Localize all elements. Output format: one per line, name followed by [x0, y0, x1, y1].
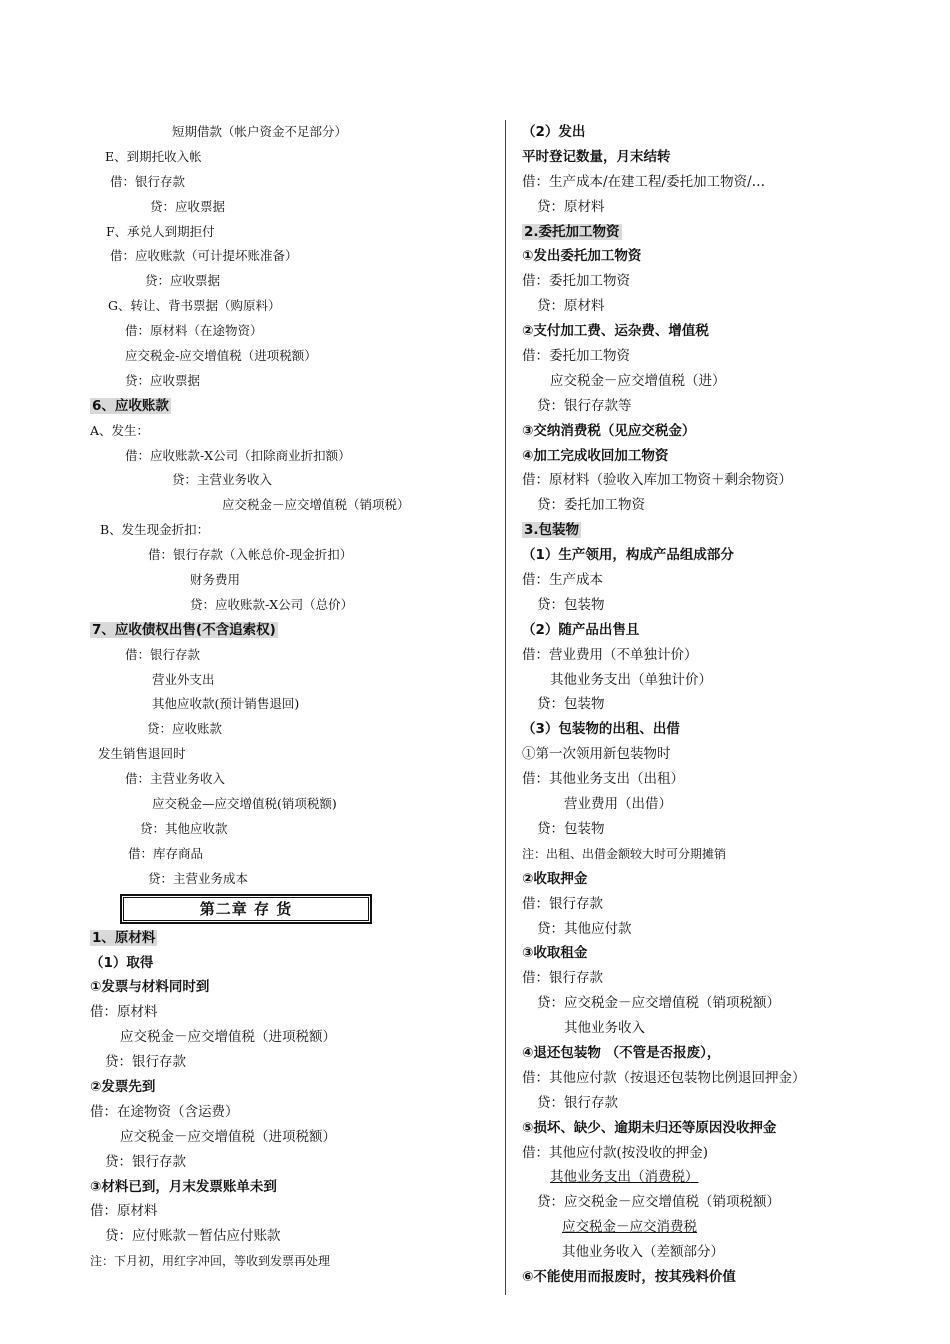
line-text: 3.包装物 — [524, 522, 580, 539]
entry-line — [522, 369, 922, 394]
section-heading — [90, 618, 500, 643]
entry-line — [522, 1016, 922, 1041]
line-text: A、发生： — [90, 422, 150, 438]
line-text: 借：原材料（在途物资） — [125, 323, 263, 339]
note-line — [522, 842, 922, 867]
line-text: ③交纳消费税（见应交税金） — [522, 422, 696, 439]
line-text: 贷：应收票据 — [145, 273, 221, 289]
section-heading — [522, 1265, 922, 1290]
line-text: 应交税金—应交增值税(销项税额) — [152, 796, 337, 812]
section-heading — [522, 220, 922, 245]
entry-line — [522, 269, 922, 294]
entry-line — [522, 170, 922, 195]
line-text: 借：其他业务支出（出租） — [522, 771, 684, 788]
line-text: 贷：应收账款-X公司（总价） — [190, 596, 354, 612]
entry-line — [90, 1100, 500, 1125]
line-text: 贷：银行存款 — [105, 1153, 186, 1170]
entry-line — [90, 593, 500, 618]
line-text: 借：银行存款 — [522, 895, 603, 912]
section-heading — [522, 145, 922, 170]
line-text: ①发票与材料同时到 — [90, 979, 210, 996]
section-heading — [90, 951, 500, 976]
line-text: 6、应收账款 — [92, 397, 169, 414]
entry-line — [90, 668, 500, 693]
line-text: 贷：应交税金－应交增值税（销项税额） — [537, 1194, 780, 1211]
line-text: 借：应收账款-X公司（扣除商业折扣额） — [125, 447, 351, 463]
line-text: 贷：银行存款等 — [537, 397, 632, 414]
entry-line — [90, 369, 500, 394]
entry-line — [522, 792, 922, 817]
line-text: 注：出租、出借金额较大时可分期摊销 — [522, 846, 727, 861]
line-text: 应交税金－应交增值税（进项税额） — [120, 1029, 336, 1046]
line-text: 财务费用 — [190, 572, 241, 588]
line-text: 营业外支出 — [152, 671, 215, 687]
line-text: 借：其他应付款（按退还包装物比例退回押金） — [522, 1069, 806, 1086]
entry-line — [522, 1141, 922, 1166]
line-text: 贷：包装物 — [537, 596, 605, 613]
entry-line — [90, 692, 500, 717]
chapter-title: 第二章 存 货 — [199, 899, 293, 918]
entry-line — [90, 1050, 500, 1075]
line-text: 其他业务支出（消费税） — [550, 1169, 699, 1186]
line-text: （2）随产品出售且 — [522, 621, 640, 638]
line-text: ②收取押金 — [522, 870, 588, 887]
entry-line — [522, 1066, 922, 1091]
line-text: 营业费用（出借） — [564, 796, 672, 813]
line-text: 借：在途物资（含运费） — [90, 1103, 239, 1120]
entry-line — [522, 692, 922, 717]
line-text: 贷：应交税金－应交增值税（销项税额） — [537, 995, 780, 1012]
line-text: 贷：主营业务成本 — [148, 870, 249, 886]
entry-line — [522, 344, 922, 369]
entry-line — [522, 1240, 922, 1265]
entry-line — [522, 966, 922, 991]
line-text: 其他业务收入（差额部分） — [562, 1244, 724, 1261]
entry-line — [90, 1125, 500, 1150]
line-text: 应交税金－应交增值税（销项税） — [222, 497, 410, 513]
entry-line — [90, 1150, 500, 1175]
entry-line — [522, 1190, 922, 1215]
entry-line — [90, 1000, 500, 1025]
line-text: 贷：应收票据 — [125, 372, 201, 388]
entry-line — [90, 145, 500, 170]
line-text: （2）发出 — [522, 124, 586, 140]
line-text: 借：原材料 — [90, 1203, 158, 1220]
entry-line — [90, 444, 500, 469]
section-heading — [522, 717, 922, 742]
line-text: 其他应收款(预计销售退回) — [152, 696, 300, 712]
section-heading — [522, 319, 922, 344]
line-text: ③收取租金 — [522, 945, 588, 962]
line-text: 借：委托加工物资 — [522, 348, 630, 365]
entry-line — [90, 867, 500, 892]
line-text: 7、应收债权出售(不含追索权) — [92, 621, 276, 638]
entry-line — [522, 493, 922, 518]
entry-line — [90, 220, 500, 245]
entry-line — [522, 568, 922, 593]
entry-line — [90, 170, 500, 195]
line-text: 其他业务支出（单独计价） — [550, 671, 712, 688]
entry-line — [90, 817, 500, 842]
entry-line — [90, 792, 500, 817]
section-heading — [522, 244, 922, 269]
line-text: 借：生产成本 — [522, 572, 603, 589]
line-text: 2.委托加工物资 — [524, 223, 620, 240]
section-heading — [90, 926, 500, 951]
entry-line — [90, 493, 500, 518]
entry-line — [90, 269, 500, 294]
section-heading — [522, 444, 922, 469]
entry-line — [90, 468, 500, 493]
line-text: 借：库存商品 — [128, 845, 204, 861]
line-text: 应交税金-应交增值税（进项税额） — [125, 348, 317, 364]
line-text: 发生销售退回时 — [98, 746, 186, 762]
entry-line — [90, 319, 500, 344]
entry-line — [522, 195, 922, 220]
line-text: ①发出委托加工物资 — [522, 248, 642, 265]
entry-line — [522, 817, 922, 842]
line-text: ④退还包装物 （不管是否报废）， — [522, 1044, 721, 1061]
line-text: 借：银行存款 — [125, 646, 201, 662]
line-text: 其他业务收入 — [564, 1020, 645, 1037]
entry-line — [90, 244, 500, 269]
line-text: 贷：银行存款 — [537, 1094, 618, 1111]
line-text: 借：生产成本/在建工程/委托加工物资/… — [522, 173, 766, 190]
line-text: G、转让、背书票据（购原料） — [108, 298, 281, 314]
entry-line — [522, 294, 922, 319]
entry-line — [522, 767, 922, 792]
line-text: 借：银行存款（入帐总价-现金折扣） — [148, 547, 353, 563]
entry-line — [90, 195, 500, 220]
entry-line — [522, 593, 922, 618]
line-text: （3）包装物的出租、出借 — [522, 721, 680, 738]
line-text: 借：营业费用（不单独计价） — [522, 646, 698, 663]
line-text: ②支付加工费、运杂费、增值税 — [522, 323, 709, 340]
section-heading — [90, 1075, 500, 1100]
line-text: 借：应收账款（可计提坏账准备） — [110, 248, 298, 264]
entry-line — [522, 917, 922, 942]
line-text: 应交税金－应交增值税（进） — [550, 372, 726, 389]
entry-line — [90, 568, 500, 593]
line-text: 平时登记数量，月末结转 — [522, 148, 671, 165]
line-text: 贷：包装物 — [537, 696, 605, 713]
section-heading — [522, 518, 922, 543]
line-text: E、到期托收入帐 — [105, 148, 202, 164]
entry-line — [90, 1025, 500, 1050]
line-text: 注：下月初，用红字冲回，等收到发票再处理 — [90, 1254, 331, 1269]
section-heading — [522, 419, 922, 444]
entry-line — [522, 394, 922, 419]
line-text: 应交税金－应交增值税（进项税额） — [120, 1128, 336, 1145]
entry-line — [90, 518, 500, 543]
line-text: 应交税金－应交消费税 — [562, 1219, 697, 1236]
line-text: 贷：委托加工物资 — [537, 497, 645, 514]
line-text: ③材料已到，月末发票账单未到 — [90, 1178, 277, 1195]
entry-line — [522, 742, 922, 767]
note-line — [90, 1249, 500, 1274]
section-heading — [90, 394, 500, 419]
section-heading — [522, 618, 922, 643]
line-text: （1）生产领用，构成产品组成部分 — [522, 547, 734, 564]
column-divider — [505, 120, 506, 1295]
entry-line — [90, 1199, 500, 1224]
line-text: ④加工完成收回加工物资 — [522, 447, 669, 464]
line-text: ⑤损坏、缺少、逾期未归还等原因没收押金 — [522, 1119, 777, 1136]
entry-line — [90, 767, 500, 792]
section-heading — [522, 543, 922, 568]
entry-line — [90, 742, 500, 767]
line-text: 贷：应收账款 — [147, 721, 223, 737]
entry-line — [522, 991, 922, 1016]
section-heading — [90, 975, 500, 1000]
entry-line — [522, 1165, 922, 1190]
entry-line — [90, 1224, 500, 1249]
line-text: F、承兑人到期拒付 — [106, 223, 215, 239]
line-text: 借：其他应付款(按没收的押金) — [522, 1144, 709, 1161]
entry-line — [522, 1215, 922, 1240]
line-text: 贷：其他应付款 — [537, 920, 632, 937]
line-text: 借：银行存款 — [110, 173, 186, 189]
line-text: ①第一次领用新包装物时 — [522, 746, 671, 763]
line-text: （1）取得 — [90, 954, 154, 971]
line-text: 借：主营业务收入 — [125, 771, 226, 787]
entry-line — [522, 643, 922, 668]
line-text: 借：银行存款 — [522, 970, 603, 987]
right-column — [522, 120, 922, 1290]
section-heading — [522, 867, 922, 892]
section-heading — [522, 1041, 922, 1066]
line-text: 借：委托加工物资 — [522, 273, 630, 290]
line-text: 贷：原材料 — [537, 198, 605, 215]
entry-line — [522, 668, 922, 693]
entry-line — [90, 543, 500, 568]
entry-line — [90, 419, 500, 444]
line-text: 短期借款（帐户资金不足部分） — [172, 124, 348, 139]
line-text: 借：原材料（验收入库加工物资＋剩余物资） — [522, 472, 792, 489]
chapter-heading-box — [120, 894, 372, 924]
line-text: 贷：原材料 — [537, 298, 605, 315]
section-heading — [522, 941, 922, 966]
line-text: 贷：应付账款－暂估应付账款 — [105, 1228, 281, 1245]
entry-line — [522, 892, 922, 917]
entry-line — [522, 468, 922, 493]
line-text: 贷：银行存款 — [105, 1054, 186, 1071]
section-heading — [522, 120, 922, 145]
line-text: 贷：包装物 — [537, 820, 605, 837]
left-column — [90, 120, 500, 1274]
entry-line — [90, 717, 500, 742]
line-text: 贷：应收票据 — [150, 198, 226, 214]
line-text: ②发票先到 — [90, 1078, 156, 1095]
line-text: ⑥不能使用而报废时，按其残料价值 — [522, 1268, 736, 1285]
section-heading — [522, 1116, 922, 1141]
entry-line — [90, 344, 500, 369]
entry-line — [90, 294, 500, 319]
line-text: B、发生现金折扣： — [100, 522, 210, 538]
entry-line — [90, 643, 500, 668]
section-heading — [90, 1175, 500, 1200]
entry-line — [90, 120, 500, 145]
line-text: 1、原材料 — [92, 929, 156, 946]
line-text: 贷：其他应收款 — [140, 820, 228, 836]
line-text: 贷：主营业务收入 — [172, 472, 273, 488]
line-text: 借：原材料 — [90, 1004, 158, 1021]
entry-line — [522, 1091, 922, 1116]
entry-line — [90, 842, 500, 867]
